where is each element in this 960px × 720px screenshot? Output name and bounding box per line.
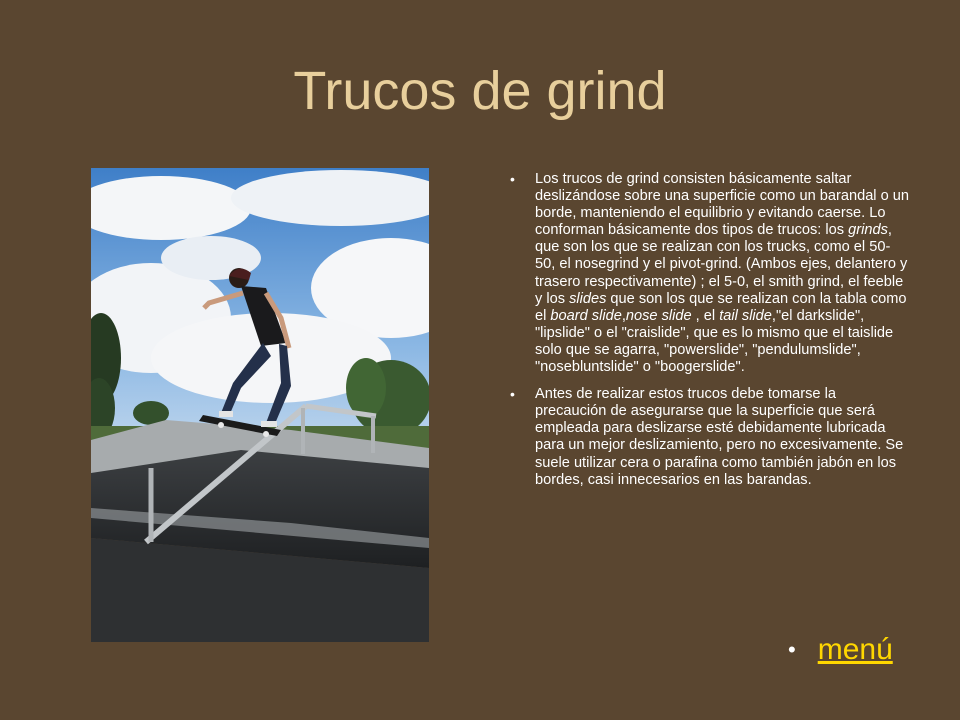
italic-term: tail slide — [719, 307, 772, 324]
bullet-item — [510, 171, 910, 376]
italic-term: grinds — [848, 222, 888, 239]
skateboard-grind-photo — [91, 168, 429, 642]
bullet-item — [510, 386, 910, 489]
bullet-text: , — [621, 307, 626, 324]
italic-term: slides — [569, 290, 607, 307]
bullet-text: ,"el darkslide", "lipslide" o el "craislide", que es lo mismo que el taislide solo que se agarra, "powerslide", "pendulumslide", "nosebluntslide" o "boogerslide". — [535, 307, 894, 376]
bullet-dot: • — [788, 637, 796, 662]
slide-title: Trucos de grind — [293, 61, 667, 121]
menu-link[interactable]: menú — [817, 633, 893, 666]
bullet-text: que son los que se realizan con la tabla como el — [535, 290, 907, 324]
bullet-list — [510, 171, 910, 499]
bullet-text: Los trucos de grind consisten básicamente saltar deslizándose sobre una superficie como un barandal o un borde, manteniendo el equilibrio y evitando caerse. Lo conforman básicamente dos tipos de trucos: los — [535, 171, 910, 239]
italic-term: board slide — [550, 307, 622, 324]
menu-item — [788, 630, 893, 670]
italic-term: nose slide — [625, 307, 692, 324]
bullet-text: Antes de realizar estos trucos debe tomarse la precaución de asegurarse que la superficie que será empleada para deslizarse esté debidamente lubricada para un mejor deslizamiento, pero no excesivamente. Se suele utilizar cera o parafina como también jabón en los bordes, casi innecesarios en las barandas. — [535, 386, 904, 488]
bullet-text: , el — [691, 307, 720, 324]
bullet-text: , que son los que se realizan con los trucks, como el 50-50, el nosegrind y el pivot-grind. (Ambos ejes, delantero y trasero respectivamente) ; el 5-0, el smith grind, el feeble y los — [535, 222, 908, 307]
